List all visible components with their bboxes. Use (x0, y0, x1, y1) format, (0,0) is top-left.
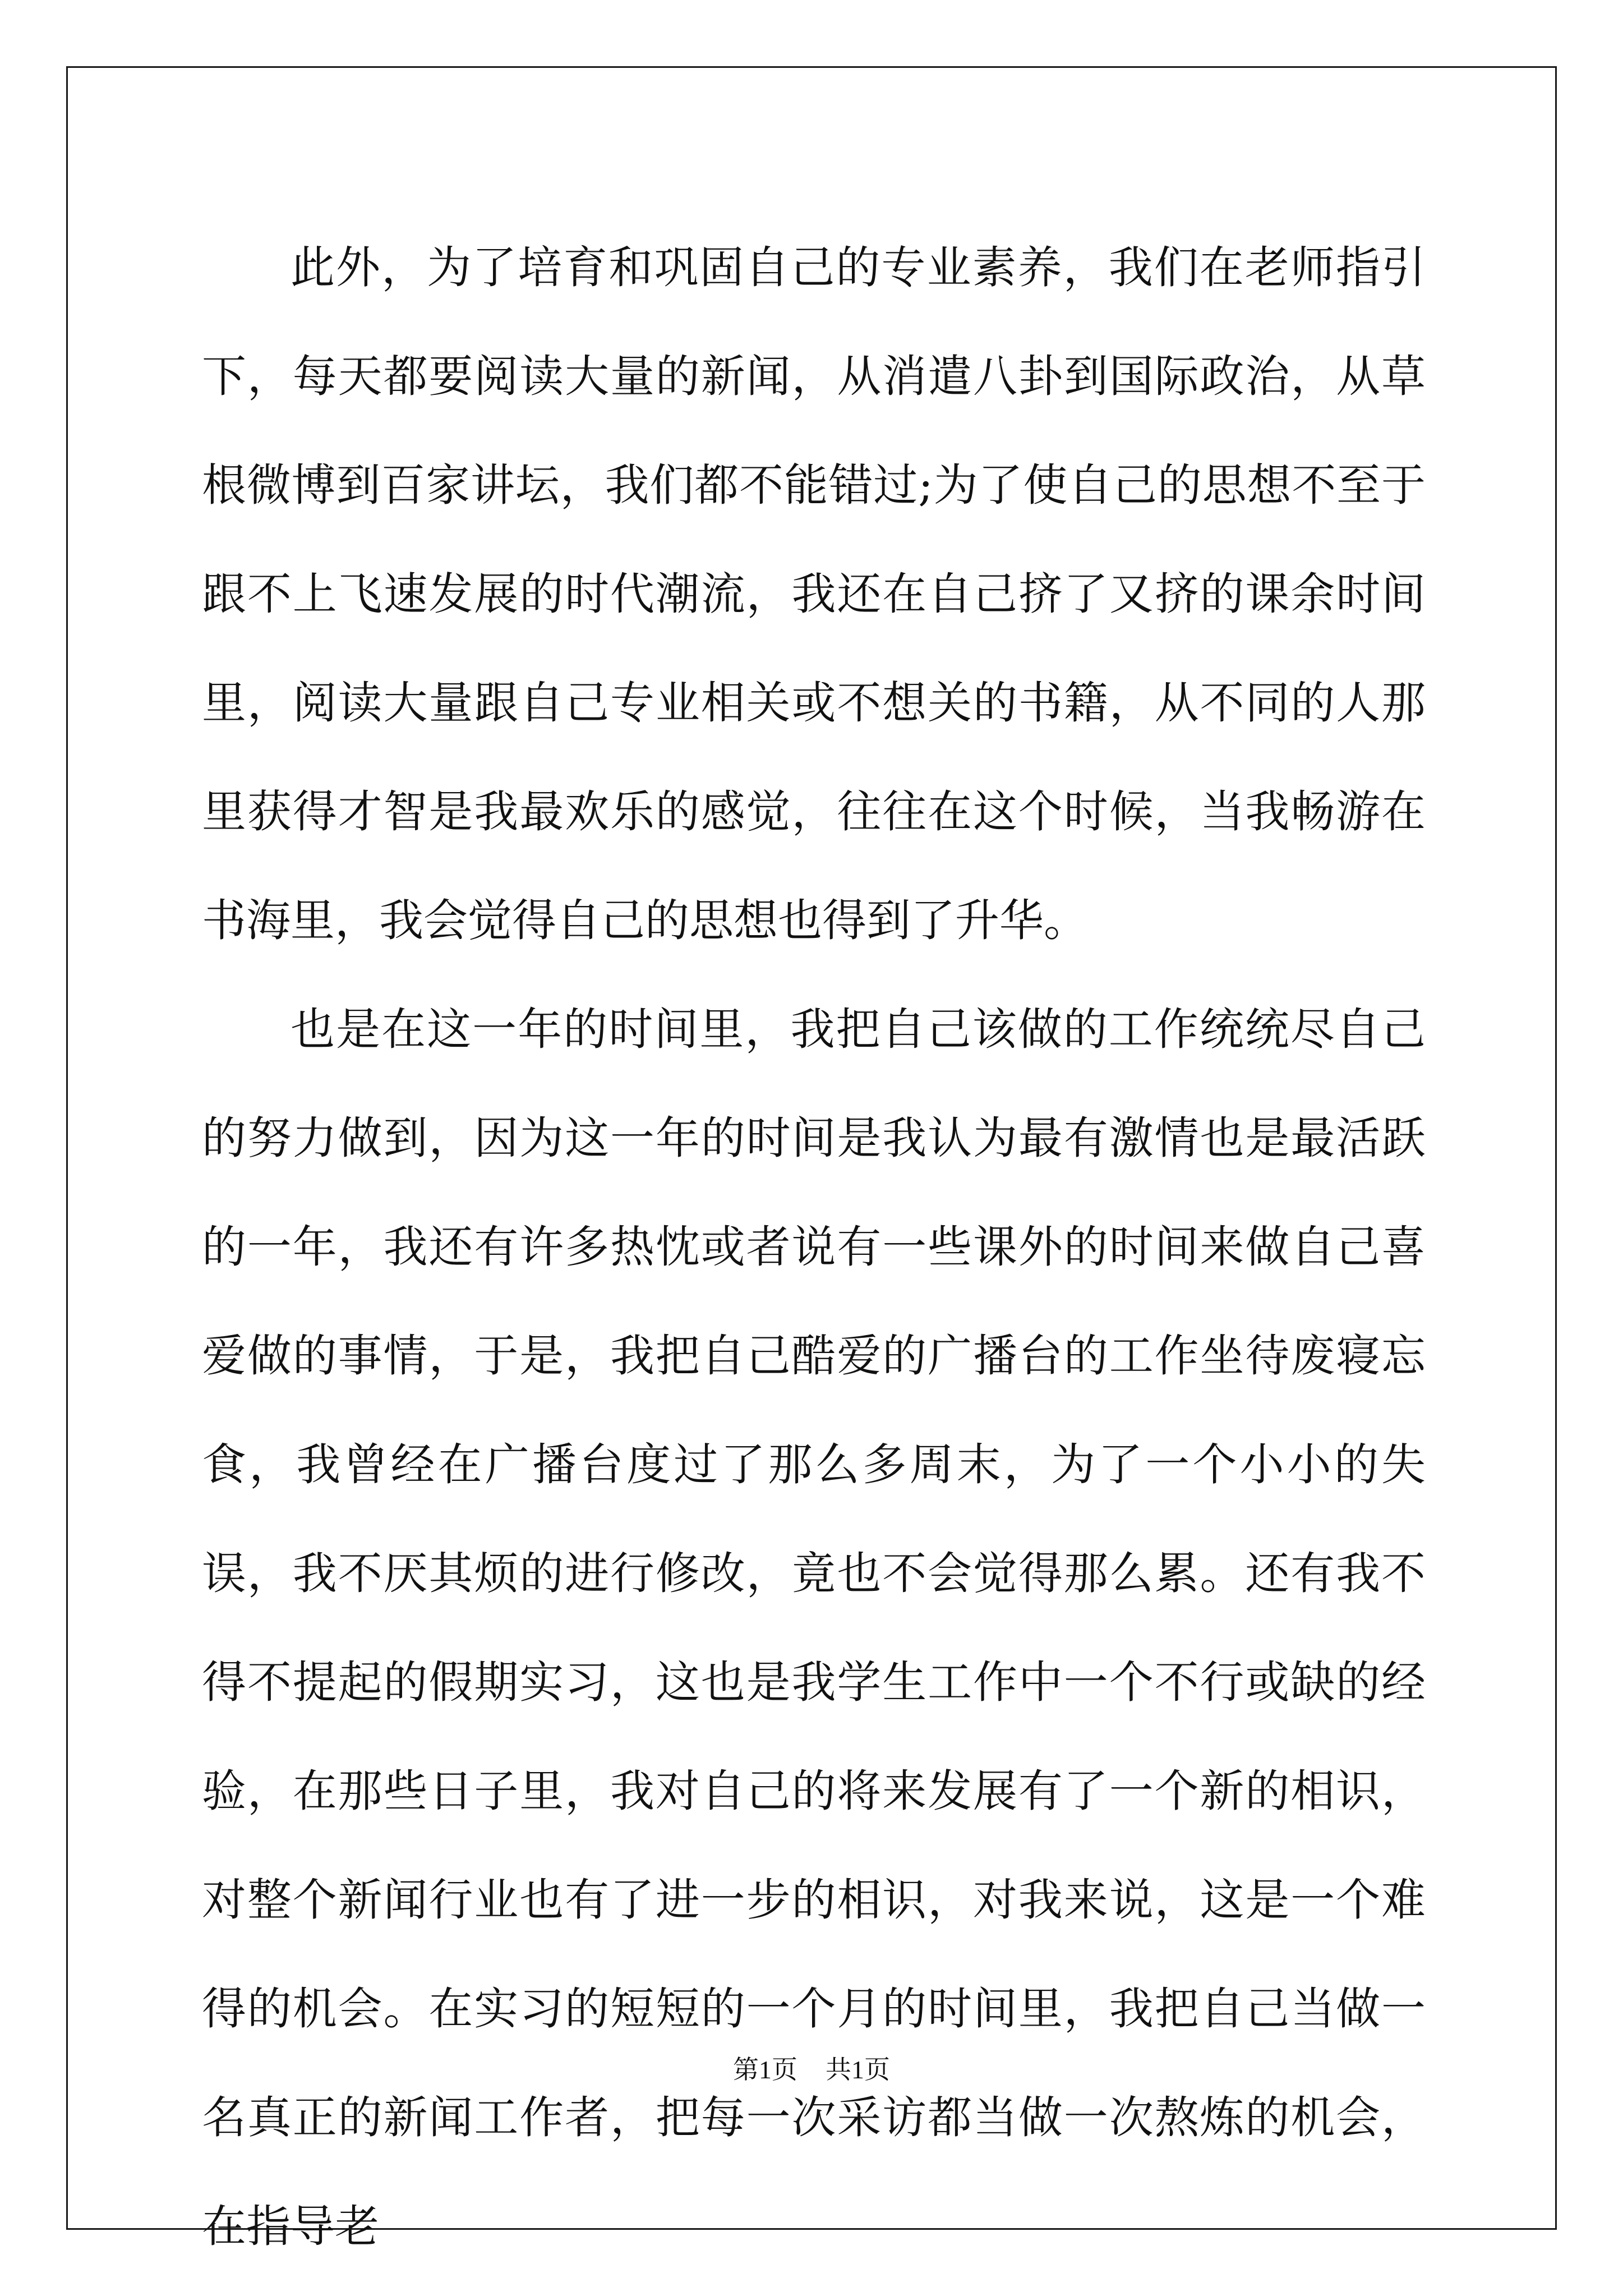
page-footer (0, 2053, 1623, 2087)
document-body (202, 213, 1426, 2281)
page-number-current: 第1页 (733, 2055, 797, 2084)
paragraph-2: 也是在这一年的时间里，我把自己该做的工作统统尽自己的努力做到，因为这一年的时间是我认为最有激情也是最活跃的一年，我还有许多热忱或者说有一些课外的时间来做自己喜爱做的事情，于是，我把自己酷爱的广播台的工作坐待废寝忘食，我曾经在广播台度过了那么多周末，为了一个小小的失误，我不厌其烦的进行修改，竟也不会觉得那么累。还有我不得不提起的假期实习，这也是我学生工作中一个不行或缺的经验，在那些日子里，我对自己的将来发展有了一个新的相识，对整个新闻行业也有了进一步的相识，对我来说，这是一个难得的机会。在实习的短短的一个月的时间里，我把自己当做一名真正的新闻工作者，把每一次采访都当做一次熬炼的机会，在指导老 (202, 1004, 1426, 2252)
paragraph-1: 此外，为了培育和巩固自己的专业素养，我们在老师指引下，每天都要阅读大量的新闻，从消遣八卦到国际政治，从草根微博到百家讲坛，我们都不能错过;为了使自己的思想不至于跟不上飞速发展的时代潮流，我还在自己挤了又挤的课余时间里，阅读大量跟自己专业相关或不想关的书籍，从不同的人那里获得才智是我最欢乐的感觉，往往在这个时候，当我畅游在书海里，我会觉得自己的思想也得到了升华。 (202, 242, 1426, 946)
page-number-total: 共1页 (826, 2055, 890, 2084)
